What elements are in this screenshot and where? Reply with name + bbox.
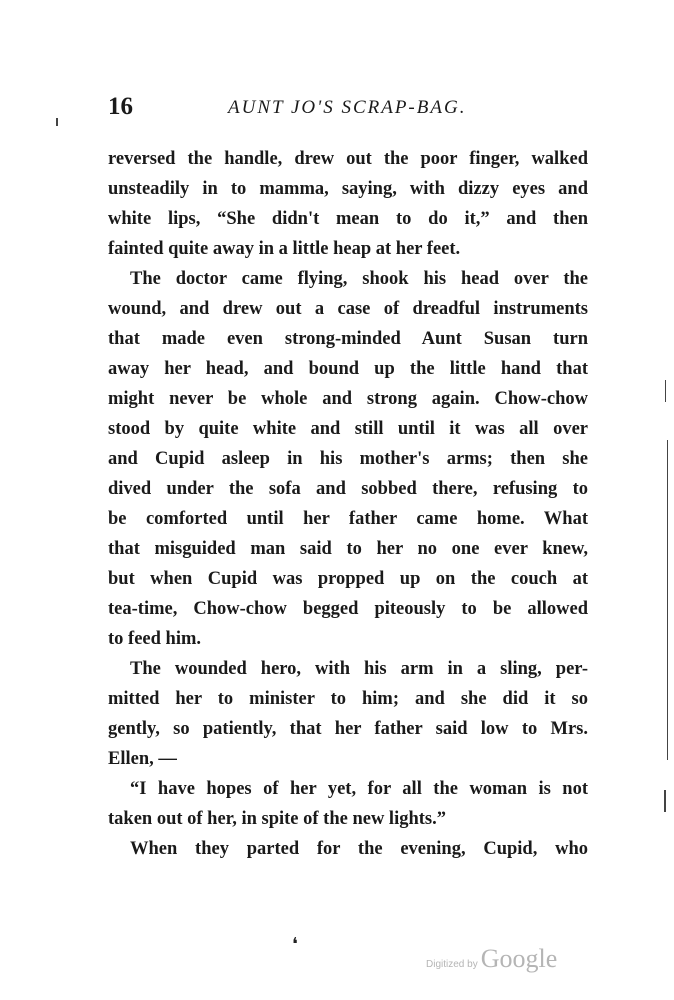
watermark-prefix: Digitized by bbox=[426, 959, 478, 970]
text-line: mitted her to minister to him; and she did it so bbox=[108, 689, 588, 709]
text-line: The wounded hero, with his arm in a sling, per- bbox=[130, 659, 588, 679]
running-head bbox=[108, 93, 608, 123]
text-line: be comforted until her father came home. What bbox=[108, 509, 588, 529]
text-line: but when Cupid was propped up on the couch at bbox=[108, 569, 588, 589]
text-line: unsteadily in to mamma, saying, with dizzy eyes and bbox=[108, 179, 588, 199]
page-header-title: AUNT JO'S SCRAP-BAG. bbox=[228, 97, 467, 118]
text-line: The doctor came flying, shook his head over the bbox=[130, 269, 588, 289]
text-line: that made even strong-minded Aunt Susan turn bbox=[108, 329, 588, 349]
text-line: tea-time, Chow-chow begged piteously to be allowed bbox=[108, 599, 588, 619]
google-logo: Google bbox=[480, 944, 558, 973]
text-line: white lips, “She didn't mean to do it,” and then bbox=[108, 209, 588, 229]
text-line: Ellen, — bbox=[108, 749, 177, 769]
scan-mark bbox=[665, 380, 666, 402]
text-line: gently, so patiently, that her father said low to Mrs. bbox=[108, 719, 588, 739]
digitized-by-google-watermark bbox=[426, 944, 557, 974]
text-line: “I have hopes of her yet, for all the woman is not bbox=[130, 779, 588, 799]
text-line: When they parted for the evening, Cupid, who bbox=[130, 839, 588, 859]
text-line: wound, and drew out a case of dreadful instruments bbox=[108, 299, 588, 319]
page-number: 16 bbox=[108, 93, 133, 120]
ink-ornament: ❛ bbox=[292, 934, 298, 955]
scan-mark bbox=[664, 790, 666, 812]
body-text bbox=[108, 144, 588, 864]
text-line: away her head, and bound up the little hand that bbox=[108, 359, 588, 379]
text-line: to feed him. bbox=[108, 629, 201, 649]
text-line: might never be whole and strong again. Chow-chow bbox=[108, 389, 588, 409]
text-line: taken out of her, in spite of the new lights.” bbox=[108, 809, 446, 829]
text-line: stood by quite white and still until it was all over bbox=[108, 419, 588, 439]
scan-mark bbox=[56, 118, 58, 126]
text-line: that misguided man said to her no one ever knew, bbox=[108, 539, 588, 559]
text-line: and Cupid asleep in his mother's arms; then she bbox=[108, 449, 588, 469]
scan-mark bbox=[667, 440, 668, 760]
text-line: dived under the sofa and sobbed there, refusing to bbox=[108, 479, 588, 499]
text-line: reversed the handle, drew out the poor finger, walked bbox=[108, 149, 588, 169]
text-line: fainted quite away in a little heap at her feet. bbox=[108, 239, 461, 259]
